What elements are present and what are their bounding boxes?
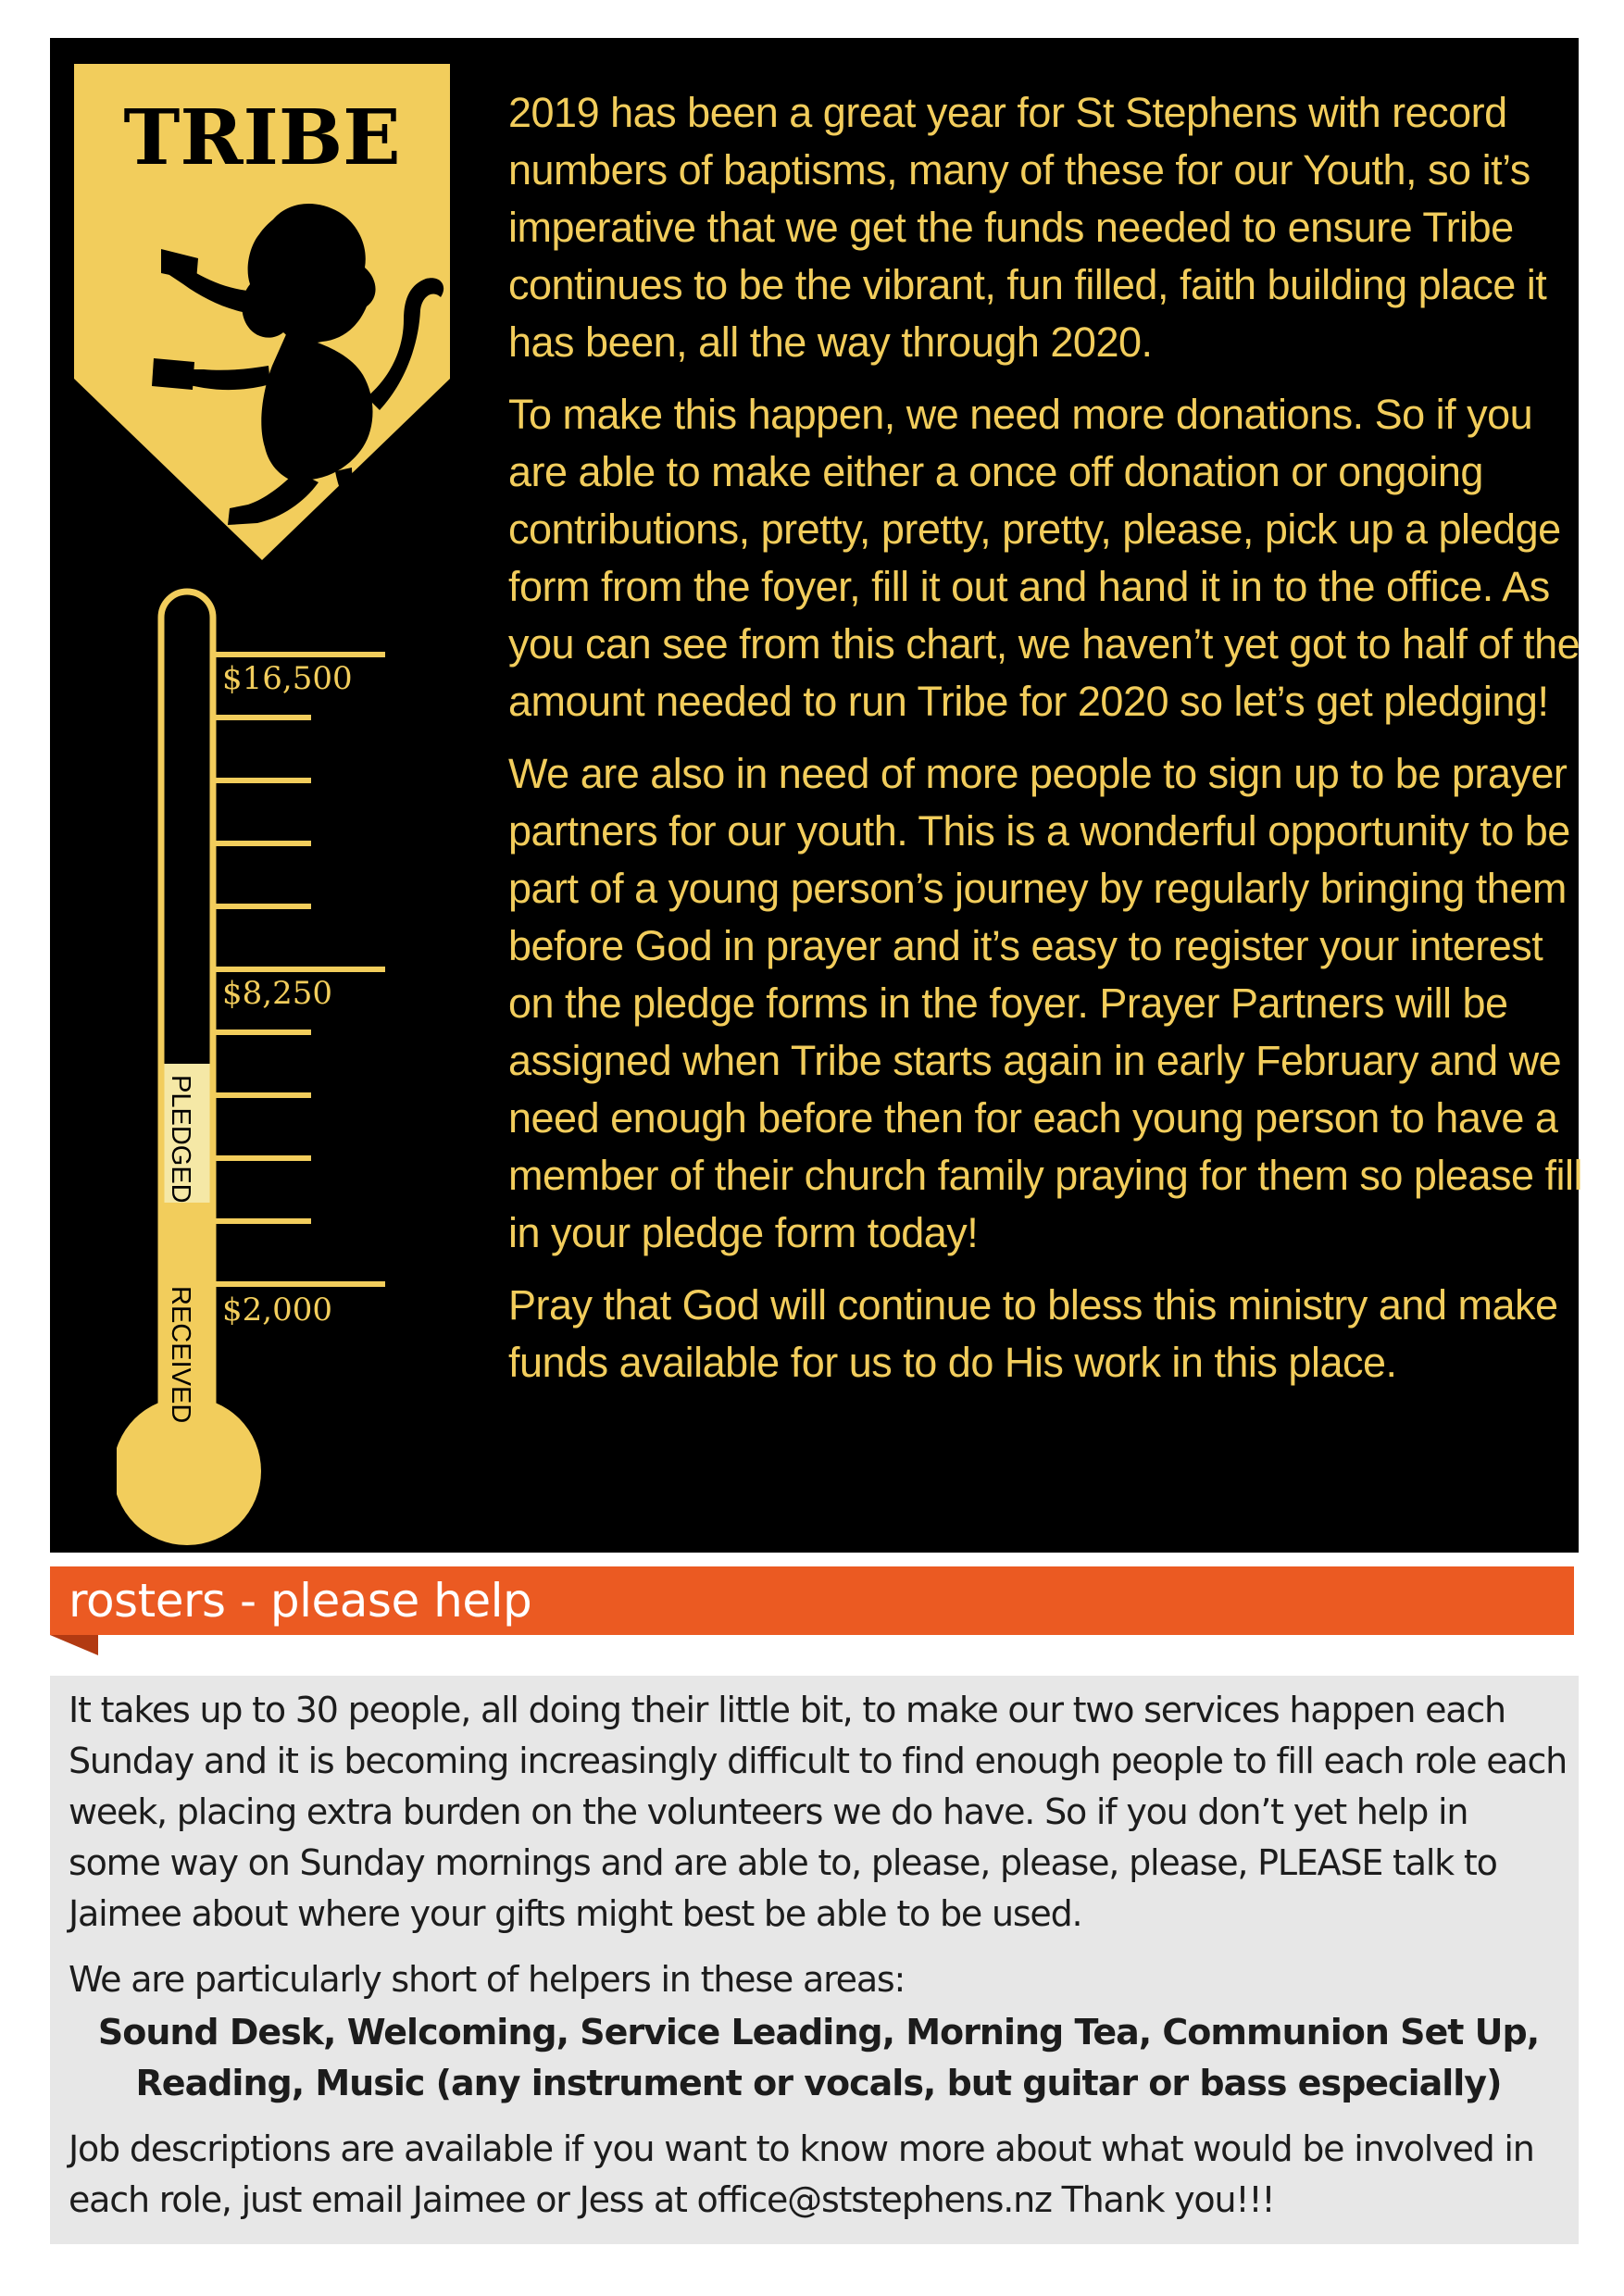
label-received: RECEIVED: [166, 1286, 195, 1424]
rosters-intro: It takes up to 30 people, all doing their little bit, to make our two services happen each Sunday and it is becoming increasingly difficult to find enough people to fill each role each week, placing extra burden on the volunteers we do have. So if you don’t yet help in some way on Sunday mornings and are able to, please, please, please, PLEASE talk to Jaimee about where your gifts might best be able to be used.: [69, 1690, 1568, 1934]
paragraph: We are also in need of more people to sign up to be prayer partners for our youth. This is a wonderful opportunity to be part of a young person’s journey by regularly bringing them before God in prayer and it’s easy to register your interest on the pledge forms in the foyer. Prayer Partners will be assigned when Tribe starts again in early February and we need enough before then for each young person to have a member of their church family praying for them so please fill in your pledge form today!: [508, 750, 1582, 1256]
tribe-appeal-text: [508, 84, 1582, 1406]
tribe-panel: [50, 38, 1582, 1553]
logo-text: TRIBE: [123, 94, 401, 182]
section-title: rosters - please help: [69, 1574, 532, 1628]
label-bottom: $2,000: [222, 1292, 332, 1329]
tube-empty: [161, 592, 213, 1064]
tribe-logo-shield: [74, 64, 450, 560]
label-pledged: PLEDGED: [166, 1075, 195, 1204]
scale-ticks: [213, 655, 385, 1284]
rosters-box: [50, 1676, 1579, 2244]
rosters-roles: Sound Desk, Welcoming, Service Leading, Morning Tea, Communion Set Up, Reading, Music (any instrument or vocals, but guitar or bass especially): [97, 2012, 1540, 2103]
label-middle: $8,250: [222, 975, 332, 1012]
paragraph: Pray that God will continue to bless this ministry and make funds available for us to do His work in this place.: [508, 1281, 1558, 1386]
rosters-closing: Job descriptions are available if you want to know more about what would be involved in each role, just email Jaimee or Jess at office@ststephens.nz Thank you!!!: [69, 2128, 1534, 2220]
paragraph: 2019 has been a great year for St Stephens with record numbers of baptisms, many of these for our Youth, so it’s imperative that we get the funds needed to ensure Tribe continues to be the vibrant, fun filled, faith building place it has been, all the way through 2020.: [508, 89, 1547, 366]
rosters-text: [69, 1685, 1568, 2240]
pledge-thermometer: [117, 564, 487, 1554]
rosters-section-header: [50, 1566, 1574, 1635]
label-top: $16,500: [222, 660, 353, 697]
paragraph: To make this happen, we need more donations. So if you are able to make either a once off donation or ongoing contributions, pretty, pretty, pretty, please, pick up a pledge form from the foyer, fill it out and hand it in to the office. As you can see from this chart, we haven’t yet got to half of the amount needed to run Tribe for 2020 so let’s get pledging!: [508, 391, 1580, 725]
header-flag: [50, 1635, 98, 1655]
rosters-short-of: We are particularly short of helpers in these areas:: [69, 1959, 906, 2000]
